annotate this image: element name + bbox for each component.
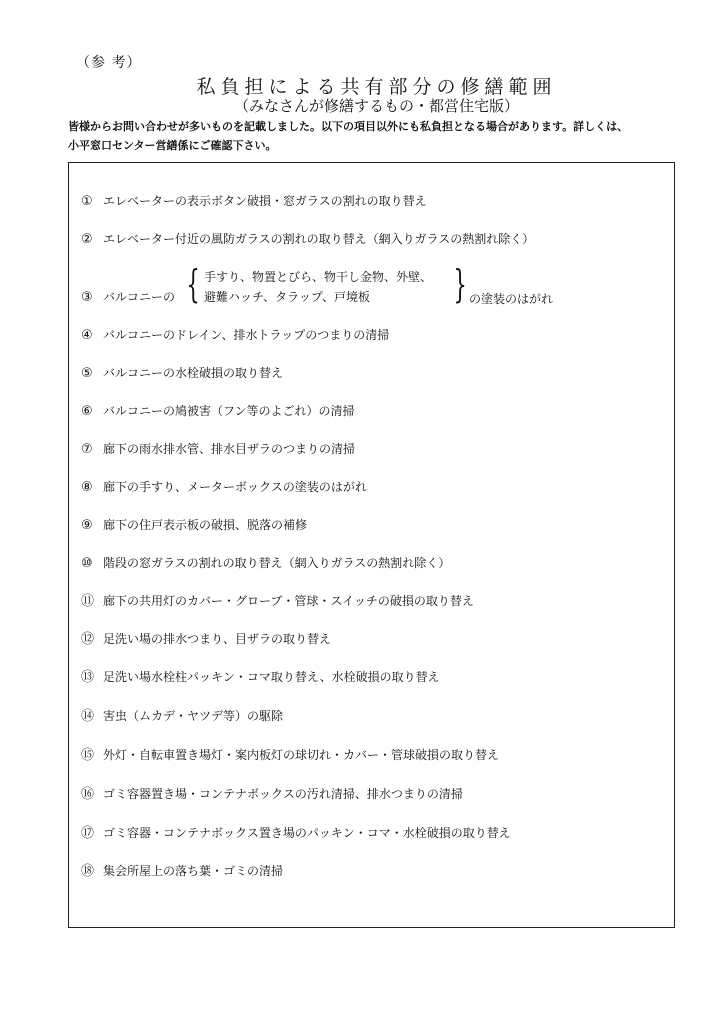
- item-text: 外灯・自転車置き場灯・案内板灯の球切れ・カバー・管球破損の取り替え: [103, 748, 500, 762]
- note-label: （参 考）: [76, 55, 142, 71]
- item-text: 廊下の手すり、メーターボックスの塗装のはがれ: [103, 480, 367, 494]
- list-item: [81, 327, 389, 344]
- list-item: [81, 231, 534, 248]
- left-brace: {: [186, 262, 200, 306]
- item-text: ゴミ容器置き場・コンテナボックスの汚れ清掃、排水つまりの清掃: [103, 787, 463, 801]
- list-item: [81, 593, 474, 610]
- item-suffix: の塗装のはがれ: [469, 292, 554, 306]
- item-number: ①: [81, 194, 93, 209]
- list-item: [81, 289, 175, 306]
- item-number: ⑦: [81, 442, 93, 457]
- list-item: [81, 441, 355, 458]
- item-text: 足洗い場水栓柱パッキン・コマ取り替え、水栓破損の取り替え: [103, 670, 440, 684]
- list-item: [81, 863, 283, 880]
- item-number: ⑨: [81, 518, 93, 533]
- item-number: ⑪: [81, 594, 95, 609]
- list-item: [81, 403, 355, 420]
- item-number: ⑩: [81, 556, 93, 571]
- item-sub-line-2: 避難ハッチ、タラップ、戸境板: [204, 290, 370, 304]
- list-item: [81, 631, 331, 648]
- item-number: ⑯: [81, 787, 95, 802]
- list-item: [81, 193, 427, 210]
- item-text: 足洗い場の排水つまり、目ザラの取り替え: [103, 632, 332, 646]
- right-brace: }: [453, 262, 467, 306]
- intro-text: [68, 117, 708, 155]
- item-number: ②: [81, 232, 93, 247]
- item-number: ④: [81, 328, 93, 343]
- list-item: [81, 517, 307, 534]
- item-text: ゴミ容器・コンテナボックス置き場のパッキン・コマ・水栓破損の取り替え: [103, 826, 511, 840]
- list-item: [81, 555, 450, 572]
- item-text: 廊下の住戸表示板の破損、脱落の補修: [103, 518, 308, 532]
- item-text: バルコニーの水栓破損の取り替え: [103, 366, 284, 380]
- item-text: バルコニーのドレイン、排水トラップのつまりの清掃: [103, 328, 390, 342]
- item-text: エレベーター付近の風防ガラスの割れの取り替え（網入りガラスの熱割れ除く）: [103, 232, 535, 246]
- item-number: ⑤: [81, 366, 93, 381]
- list-item: [81, 479, 367, 496]
- list-item: [81, 669, 440, 686]
- item-number: ⑱: [81, 864, 95, 879]
- intro-line-1: 皆様からお問い合わせが多いものを記載しました。以下の項目以外にも私負担となる場合があります。詳しくは、: [68, 120, 629, 133]
- item-text: 廊下の共用灯のカバー・グローブ・管球・スイッチの破損の取り替え: [103, 594, 474, 608]
- item-number: ③: [81, 290, 93, 305]
- item-number: ⑬: [81, 670, 95, 685]
- item-text: エレベーターの表示ボタン破損・窓ガラスの割れの取り替え: [103, 194, 427, 208]
- list-item: [81, 365, 283, 382]
- item-text: バルコニーの鳩被害（フン等のよごれ）の清掃: [103, 404, 355, 418]
- page-subtitle: （みなさんが修繕するもの・都営住宅版）: [233, 97, 519, 115]
- item-text: 集会所屋上の落ち葉・ゴミの清掃: [103, 864, 284, 878]
- list-item: [81, 786, 463, 803]
- list-item: [81, 747, 499, 764]
- list-item: [81, 708, 283, 725]
- item-number: ⑰: [81, 826, 95, 841]
- item-text: 階段の窓ガラスの割れの取り替え（網入りガラスの熱割れ除く）: [103, 556, 451, 570]
- item-text: バルコニーの: [103, 290, 176, 304]
- item-text: 廊下の雨水排水管、排水目ザラのつまりの清掃: [103, 442, 356, 456]
- item-number: ⑭: [81, 709, 95, 724]
- list-item: [81, 825, 511, 842]
- page-title: 私負担による共有部分の修繕範囲: [196, 76, 557, 98]
- item-number: ⑮: [81, 748, 95, 763]
- intro-line-2: 小平窓口センター営繕係にご確認下さい。: [68, 139, 277, 152]
- item-text: 害虫（ムカデ・ヤツデ等）の駆除: [103, 709, 284, 723]
- item-number: ⑥: [81, 404, 93, 419]
- item-number: ⑧: [81, 480, 93, 495]
- item-number: ⑫: [81, 632, 95, 647]
- item-sub-line-1: 手すり、物置とびら、物干し金物、外壁、: [204, 270, 433, 284]
